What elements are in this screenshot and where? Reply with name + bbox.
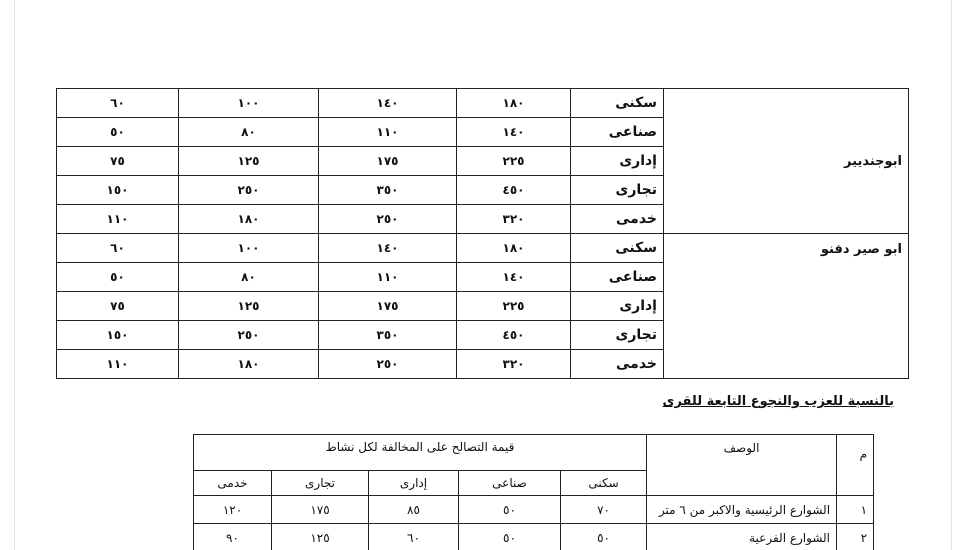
- value-cell: ١١٠: [319, 118, 457, 147]
- value-cell: ١٤٠: [457, 263, 571, 292]
- value-cell: ١٧٥: [319, 147, 457, 176]
- value-cell: ١١٠: [57, 350, 179, 379]
- value-cell: ٥٠: [57, 118, 179, 147]
- value-cell: ٢٥٠: [179, 176, 319, 205]
- value-cell: ٩٠: [194, 524, 272, 550]
- activity-header: إدارى: [369, 471, 459, 496]
- activity-type-cell: إدارى: [571, 292, 664, 321]
- value-cell: ١٢٥: [179, 292, 319, 321]
- value-cell: ١٧٥: [272, 496, 369, 524]
- group-header: قيمة التصالح على المخالفة لكل نشاط: [194, 435, 647, 471]
- village-name: ابو صير دفنو: [820, 242, 902, 257]
- activity-header: صناعى: [459, 471, 561, 496]
- table-row: [194, 524, 874, 550]
- value-cell: ٢٢٥: [457, 292, 571, 321]
- table-header-row: [194, 435, 874, 471]
- activity-type-cell: سكنى: [571, 234, 664, 263]
- activity-header: تجارى: [272, 471, 369, 496]
- page-edge-left: [14, 0, 15, 550]
- value-cell: ٣٢٠: [457, 350, 571, 379]
- value-cell: ٧٥: [57, 292, 179, 321]
- activity-header: سكنى: [561, 471, 647, 496]
- value-cell: ١٥٠: [57, 176, 179, 205]
- value-cell: ١٨٠: [457, 234, 571, 263]
- value-cell: ٢٥٠: [179, 321, 319, 350]
- value-cell: ٥٠: [459, 524, 561, 550]
- value-cell: ٦٠: [369, 524, 459, 550]
- index-cell: ٢: [837, 524, 874, 550]
- value-cell: ١١٠: [319, 263, 457, 292]
- activity-type-cell: صناعى: [571, 263, 664, 292]
- activity-type-cell: صناعى: [571, 118, 664, 147]
- value-cell: ١٠٠: [179, 234, 319, 263]
- activity-type-cell: إدارى: [571, 147, 664, 176]
- value-cell: ٣٢٠: [457, 205, 571, 234]
- lower-fee-table: [193, 434, 874, 550]
- value-cell: ٧٥: [57, 147, 179, 176]
- value-cell: ٢٥٠: [319, 350, 457, 379]
- village-name: ابوجنديير: [844, 153, 902, 169]
- value-cell: ٧٠: [561, 496, 647, 524]
- value-cell: ١٥٠: [57, 321, 179, 350]
- upper-fee-table: [56, 88, 909, 379]
- table-row: [57, 234, 909, 263]
- table-row: [194, 496, 874, 524]
- value-cell: ١٤٠: [319, 89, 457, 118]
- index-header: م: [837, 435, 874, 496]
- value-cell: ١٢٥: [179, 147, 319, 176]
- value-cell: ١٠٠: [179, 89, 319, 118]
- value-cell: ٥٠: [57, 263, 179, 292]
- value-cell: ٢٥٠: [319, 205, 457, 234]
- value-cell: ٨٠: [179, 263, 319, 292]
- village-name-cell: [664, 89, 909, 234]
- value-cell: ٣٥٠: [319, 321, 457, 350]
- value-cell: ٨٠: [179, 118, 319, 147]
- value-cell: ١١٠: [57, 205, 179, 234]
- value-cell: ١٧٥: [319, 292, 457, 321]
- value-cell: ٢٢٥: [457, 147, 571, 176]
- value-cell: ٥٠: [459, 496, 561, 524]
- description-cell: الشوارع الفرعية: [647, 524, 837, 550]
- value-cell: ١٢٠: [194, 496, 272, 524]
- activity-type-cell: تجارى: [571, 176, 664, 205]
- value-cell: ٦٠: [57, 234, 179, 263]
- activity-type-cell: خدمى: [571, 350, 664, 379]
- index-cell: ١: [837, 496, 874, 524]
- value-cell: ٦٠: [57, 89, 179, 118]
- village-name-cell: [664, 234, 909, 379]
- page-edge-right: [951, 0, 952, 550]
- table-row: [57, 89, 909, 118]
- activity-type-cell: سكنى: [571, 89, 664, 118]
- value-cell: ٤٥٠: [457, 176, 571, 205]
- section-heading: بالنسبة للعزب والنجوع التابعة للقرى: [662, 394, 894, 409]
- value-cell: ١٤٠: [457, 118, 571, 147]
- description-cell: الشوارع الرئيسية والاكبر من ٦ متر: [647, 496, 837, 524]
- value-cell: ١٤٠: [319, 234, 457, 263]
- value-cell: ٤٥٠: [457, 321, 571, 350]
- value-cell: ١٢٥: [272, 524, 369, 550]
- value-cell: ٥٠: [561, 524, 647, 550]
- value-cell: ١٨٠: [179, 350, 319, 379]
- value-cell: ١٨٠: [457, 89, 571, 118]
- value-cell: ٨٥: [369, 496, 459, 524]
- value-cell: ٣٥٠: [319, 176, 457, 205]
- desc-header: الوصف: [647, 435, 837, 496]
- activity-type-cell: خدمى: [571, 205, 664, 234]
- activity-header: خدمى: [194, 471, 272, 496]
- value-cell: ١٨٠: [179, 205, 319, 234]
- activity-type-cell: تجارى: [571, 321, 664, 350]
